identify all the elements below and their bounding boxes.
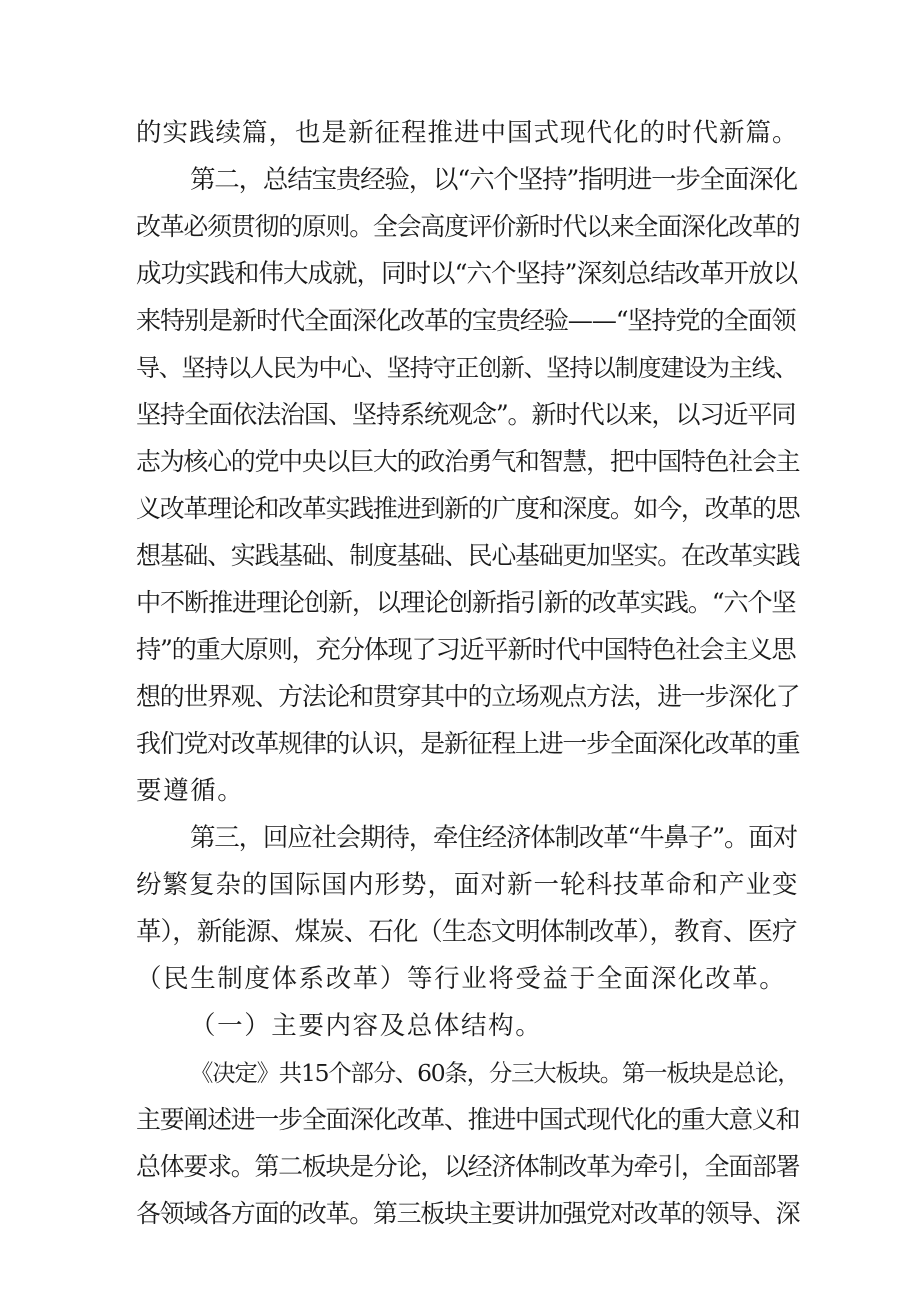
text-line: 改革必须贯彻的原则。全会高度评价新时代以来全面深化改革的	[136, 212, 800, 241]
section-heading: （一）主要内容及总体结构。	[190, 1011, 543, 1041]
text-line: 第三，回应社会期待，牵住经济体制改革“牛鼻子”。面对	[190, 823, 797, 853]
text-line: 志为核心的党中央以巨大的政治勇气和智慧，把中国特色社会主	[136, 447, 800, 476]
text-line: 持”的重大原则，充分体现了习近平新时代中国特色社会主义思	[136, 635, 796, 664]
text-line: 革），新能源、煤炭、石化（生态文明体制改革），教育、医疗	[136, 917, 797, 947]
text-line: 要遵循。	[136, 776, 245, 806]
text-line: 想基础、实践基础、制度基础、民心基础更加坚实。在改革实践	[136, 541, 800, 570]
text-line: 想的世界观、方法论和贯穿其中的立场观点方法，进一步深化了	[136, 682, 800, 711]
text-line: 我们党对改革规律的认识，是新征程上进一步全面深化改革的重	[136, 729, 800, 758]
text-line: 导、坚持以人民为中心、坚持守正创新、坚持以制度建设为主线、	[136, 354, 798, 382]
text-line: 第二，总结宝贵经验，以“六个坚持”指明进一步全面深化	[190, 165, 797, 195]
text-line: 义改革理论和改革实践推进到新的广度和深度。如今，改革的思	[136, 494, 800, 523]
text-line: 的实践续篇，也是新征程推进中国式现代化的时代新篇。	[136, 118, 799, 148]
text-line: 纷繁复杂的国际国内形势，面对新一轮科技革命和产业变	[136, 870, 799, 900]
text-line: 各领域各方面的改革。第三板块主要讲加强党对改革的领导、深	[136, 1199, 800, 1228]
text-line: 总体要求。第二板块是分论，以经济体制改革为牵引，全面部署	[136, 1152, 800, 1181]
text-line: 成功实践和伟大成就，同时以“六个坚持”深刻总结改革开放以	[136, 259, 798, 289]
text-line: 来特别是新时代全面深化改革的宝贵经验——“坚持党的全面领	[136, 306, 796, 335]
text-line: 主要阐述进一步全面深化改革、推进中国式现代化的重大意义和	[136, 1105, 800, 1134]
text-line: （民生制度体系改革）等行业将受益于全面深化改革。	[136, 964, 787, 994]
text-line: 《决定》共15个部分、60条，分三大板块。第一板块是总论，	[190, 1059, 800, 1087]
text-line: 中不断推进理论创新，以理论创新指引新的改革实践。“六个坚	[136, 588, 796, 617]
text-line: 坚持全面依法治国、坚持系统观念”。新时代以来，以习近平同	[136, 400, 796, 429]
